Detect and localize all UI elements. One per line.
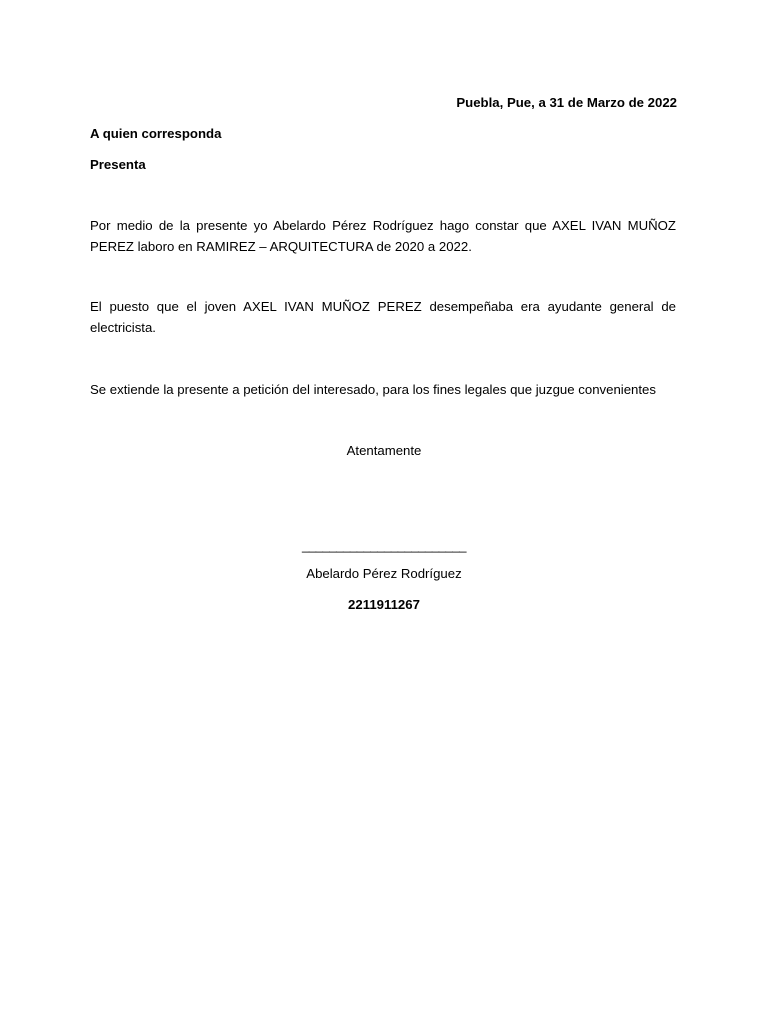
signer-phone: 2211911267: [348, 597, 420, 612]
closing: Atentamente: [346, 443, 422, 458]
paragraph-purpose: Se extiende la presente a petición del interesado, para los fines legales que juzgue convenientes: [90, 382, 656, 397]
paragraph-position: El puesto que el joven AXEL IVAN MUÑOZ PEREZ desempeñaba era ayudante general de electricista.: [90, 299, 676, 335]
signer-name: Abelardo Pérez Rodríguez: [306, 566, 462, 581]
signature-line: ________________________: [301, 538, 467, 553]
greeting: A quien corresponda: [90, 126, 222, 141]
presenta-heading: Presenta: [90, 157, 146, 172]
paragraph-employment: Por medio de la presente yo Abelardo Pérez Rodríguez hago constar que AXEL IVAN MUÑOZ PEREZ laboro en RAMIREZ – ARQUITECTURA de 2020 a 2022.: [90, 218, 676, 254]
date-line: Puebla, Pue, a 31 de Marzo de 2022: [456, 95, 677, 110]
